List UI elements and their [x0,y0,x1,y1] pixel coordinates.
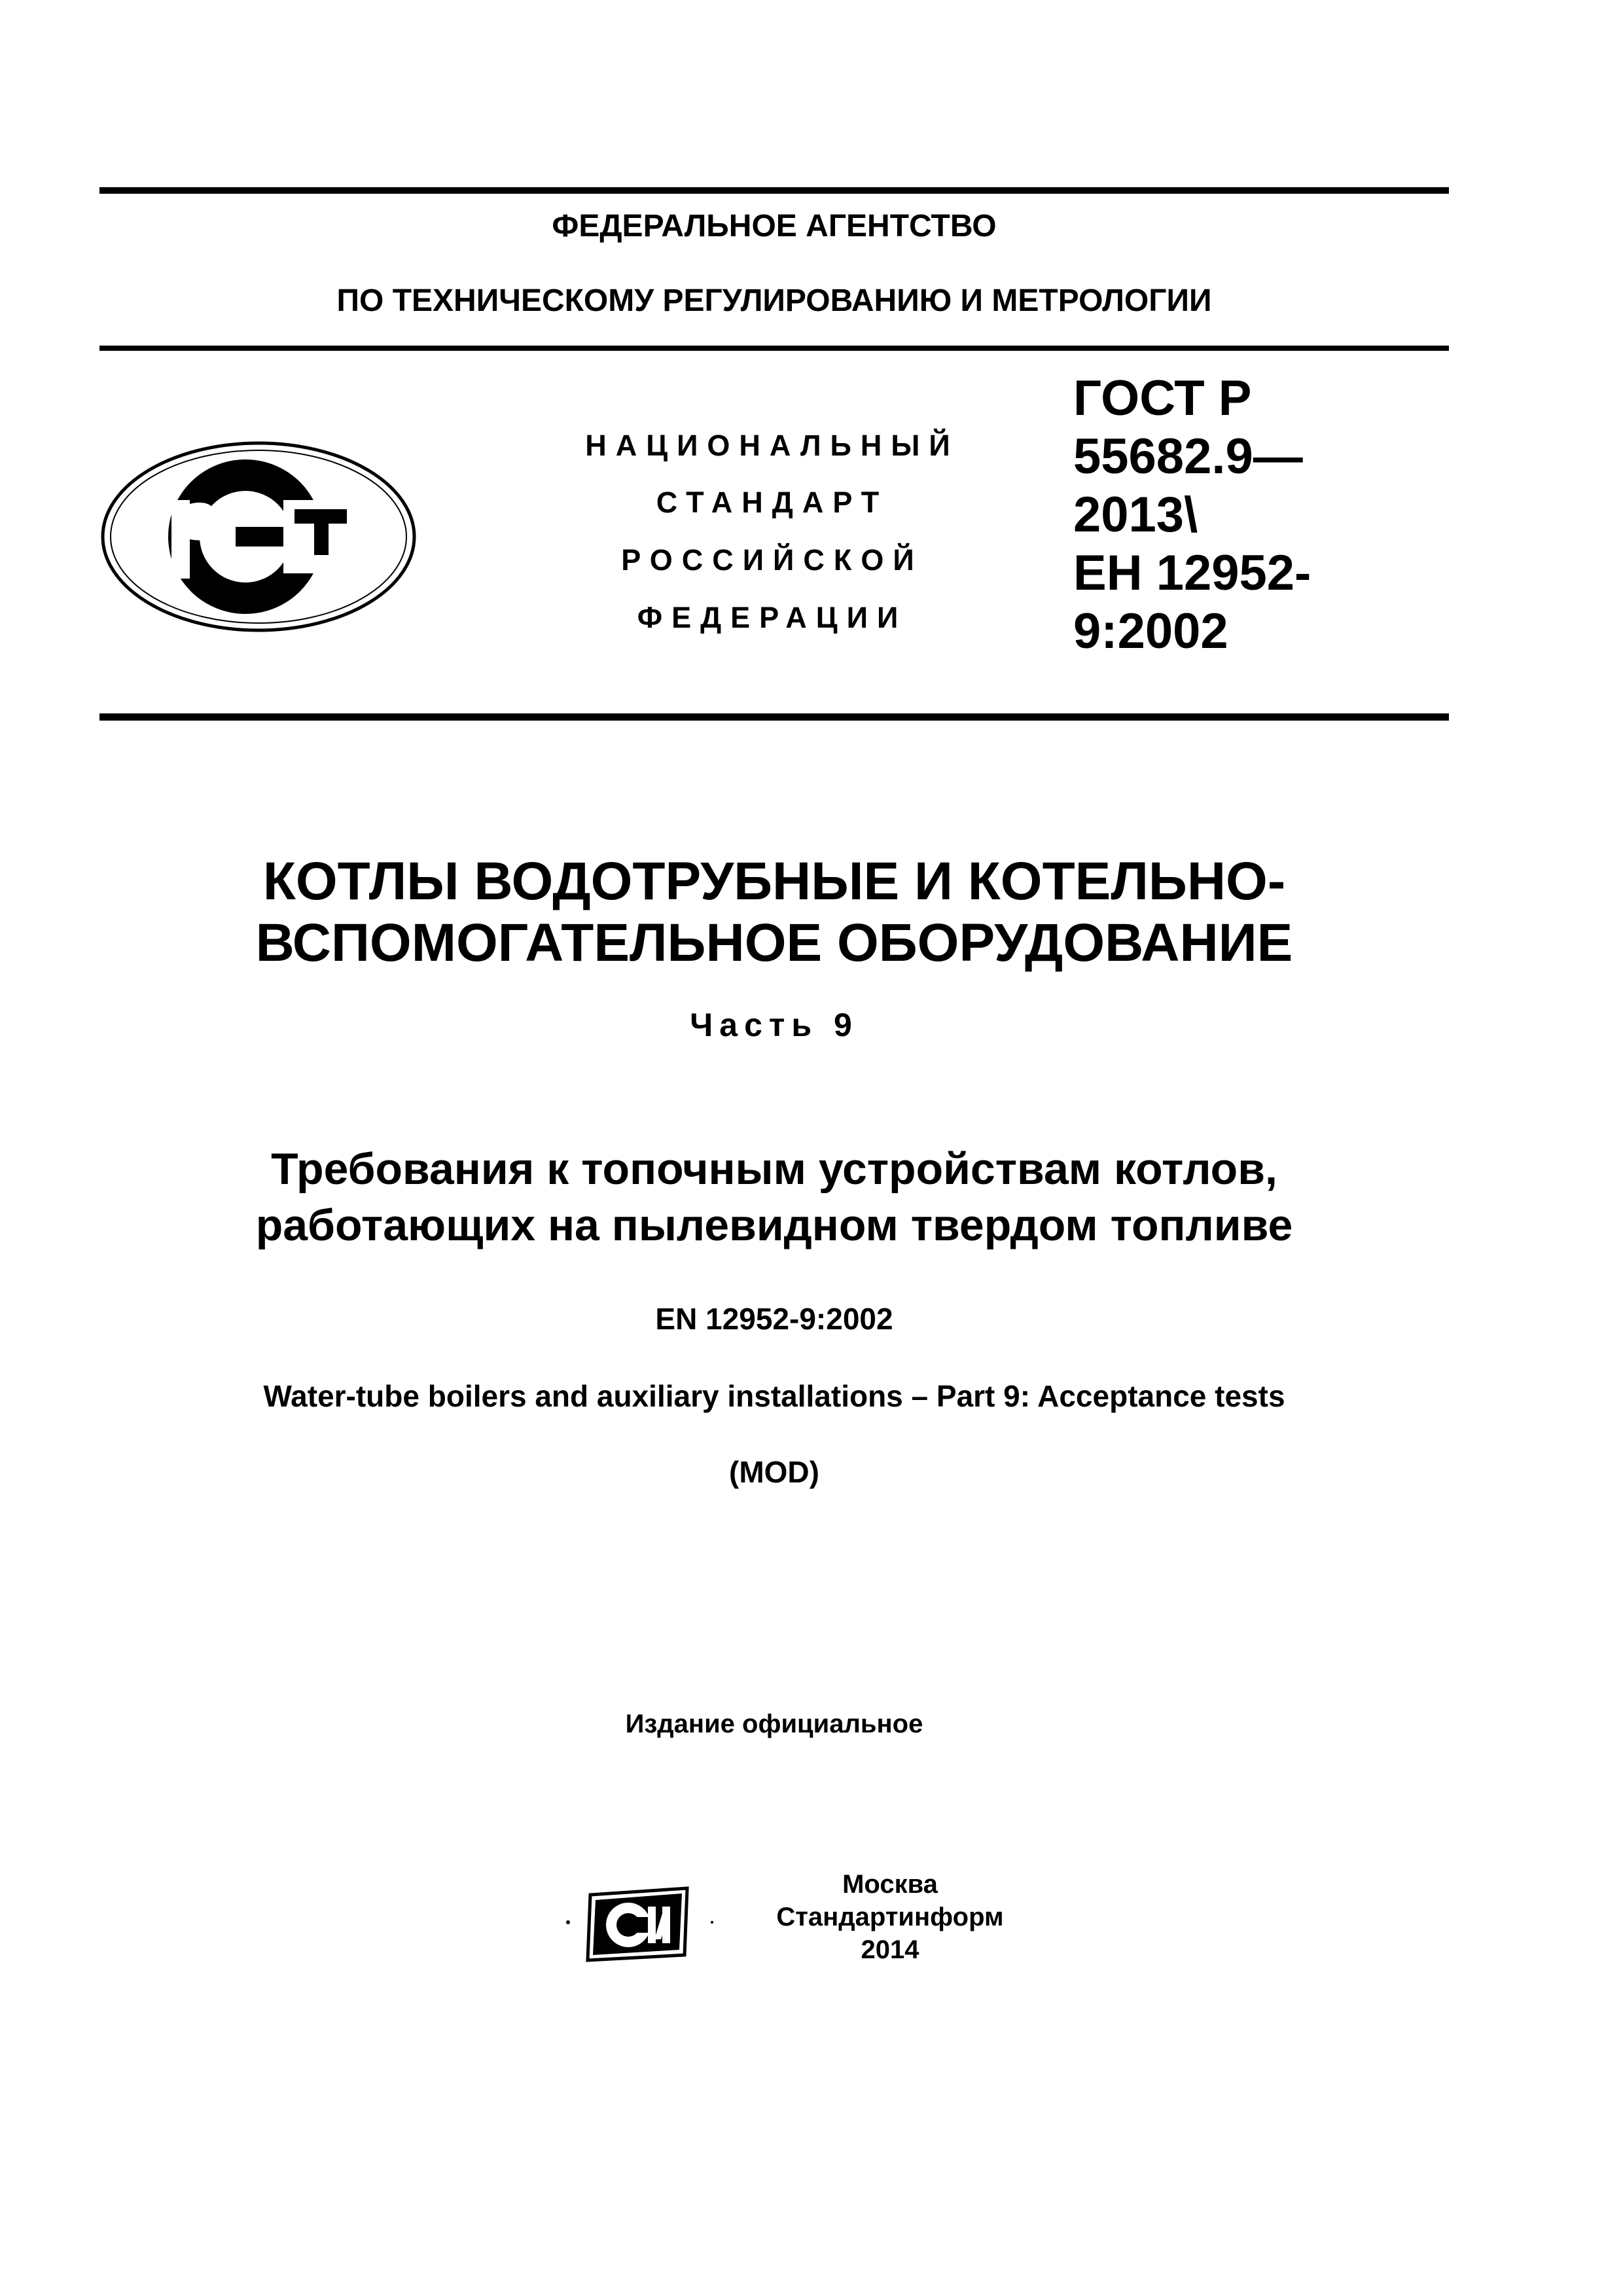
publisher-year: 2014 [861,1935,919,1964]
national-standard-line-1: НАЦИОНАЛЬНЫЙ [585,429,959,462]
standartinform-logo-icon [556,1869,720,1967]
designation-line-1: ГОСТ Р [1073,370,1252,426]
designation-line-5: 9:2002 [1073,603,1228,659]
header-rule [99,346,1449,351]
top-rule [99,187,1449,194]
edition-label: Издание официальное [625,1710,923,1738]
agency-line-2: ПО ТЕХНИЧЕСКОМУ РЕГУЛИРОВАНИЮ И МЕТРОЛОГИИ [336,283,1212,318]
title-line-1: КОТЛЫ ВОДОТРУБНЫЕ И КОТЕЛЬНО- [262,852,1286,911]
publisher-name: Стандартинформ [776,1903,1004,1931]
national-standard-line-4: ФЕДЕРАЦИИ [637,601,908,634]
mod-label: (MOD) [729,1455,819,1489]
part-label: Часть 9 [690,1007,859,1043]
designation-line-3: 2013\ [1073,487,1198,543]
title-line-2: ВСПОМОГАТЕЛЬНОЕ ОБОРУДОВАНИЕ [255,913,1293,973]
en-title: Water-tube boilers and auxiliary installations – Part 9: Acceptance tests [263,1379,1285,1413]
designation-line-4: ЕН 12952- [1073,545,1311,601]
agency-line-1: ФЕДЕРАЛЬНОЕ АГЕНТСТВО [552,209,997,243]
national-standard-line-2: СТАНДАРТ [656,486,889,519]
gost-r-emblem-icon [98,439,419,635]
national-standard-line-3: РОССИЙСКОЙ [621,543,923,577]
en-reference: EN 12952-9:2002 [655,1302,893,1336]
designation-line-2: 55682.9— [1073,429,1303,484]
subtitle-line-2: работающих на пылевидном твердом топливе [255,1200,1293,1250]
publisher-city: Москва [842,1870,938,1899]
subtitle-line-1: Требования к топочным устройствам котлов, [271,1144,1277,1194]
designation-rule [99,713,1449,721]
